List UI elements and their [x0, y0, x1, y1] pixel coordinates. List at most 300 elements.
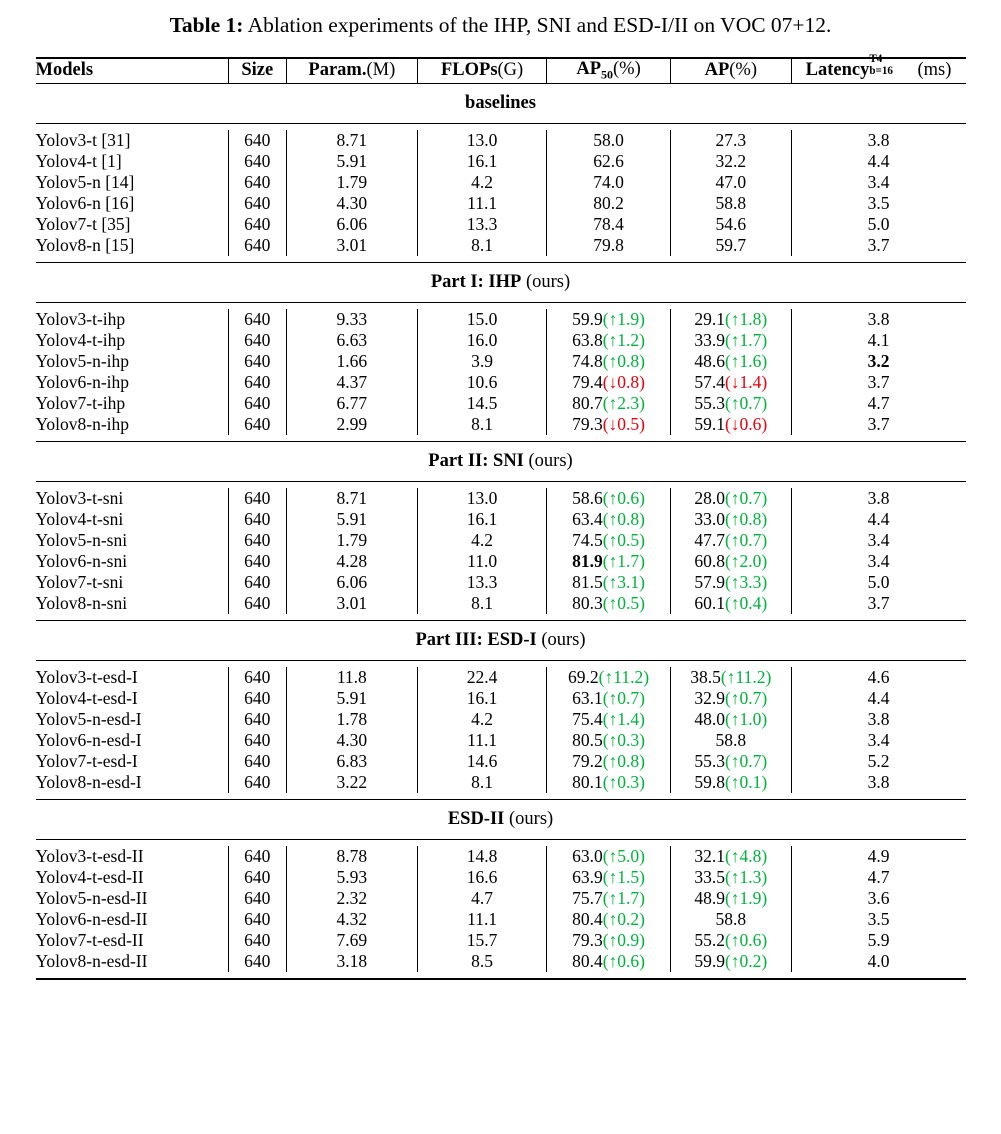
cell-param: 8.78 [286, 846, 418, 867]
cell-model: Yolov4-t [1] [35, 150, 122, 171]
cell-size: 640 [228, 351, 286, 372]
table-row[interactable] [36, 172, 966, 193]
cell-ap50: 63.9(↑1.5) [547, 867, 671, 888]
cell-model: Yolov7-t-sni [35, 571, 124, 592]
ap50-delta: (↑0.5) [602, 592, 645, 613]
cell-ap: 58.8 [670, 730, 791, 751]
cell-param: 3.01 [286, 235, 418, 256]
cell-size: 640 [228, 709, 286, 730]
cell-size: 640 [228, 172, 286, 193]
ap-delta: (↑0.7) [724, 529, 768, 550]
cell-flops: 8.5 [418, 951, 547, 972]
cell-size: 640 [228, 951, 286, 972]
cell-ap: 55.3(↑0.7) [670, 393, 791, 414]
cell-flops: 11.1 [418, 909, 547, 930]
cell-ap: 48.0(↑1.0) [670, 709, 791, 730]
cell-model: Yolov6-n-esd-I [35, 729, 142, 750]
table-row[interactable] [36, 488, 966, 509]
header-row [36, 59, 966, 83]
cell-size: 640 [228, 667, 286, 688]
table-row[interactable] [36, 393, 966, 414]
section-title-suffix: (ours) [523, 450, 573, 471]
table-row[interactable] [36, 214, 966, 235]
cell-ap: 29.1(↑1.8) [670, 309, 791, 330]
table-row[interactable] [36, 593, 966, 614]
section-title [36, 442, 966, 482]
ap-delta: (↑0.7) [724, 687, 768, 708]
cell-model: Yolov3-t-esd-I [35, 666, 138, 687]
cell-latency: 3.4 [791, 172, 965, 193]
ap-delta: (↑4.8) [724, 845, 768, 866]
cell-size: 640 [228, 309, 286, 330]
cell-latency: 3.5 [791, 909, 965, 930]
table-row[interactable] [36, 551, 966, 572]
ap50-delta: (↑0.9) [602, 929, 645, 950]
ap50-delta: (↑0.8) [602, 750, 645, 771]
cell-size: 640 [228, 688, 286, 709]
cell-model: Yolov8-n-esd-II [35, 950, 148, 971]
cell-model: Yolov5-n-ihp [35, 350, 130, 371]
cell-ap50: 74.8(↑0.8) [547, 351, 671, 372]
cell-size: 640 [228, 846, 286, 867]
cell-ap50: 75.7(↑1.7) [547, 888, 671, 909]
ap50-delta: (↓0.5) [602, 413, 645, 434]
cell-latency: 3.4 [791, 530, 965, 551]
cell-latency: 4.7 [791, 393, 965, 414]
cell-param: 3.18 [286, 951, 418, 972]
cell-param: 6.63 [286, 330, 418, 351]
cell-model: Yolov7-t-ihp [35, 392, 126, 413]
cell-latency: 3.8 [791, 488, 965, 509]
ap50-delta: (↑1.5) [602, 866, 645, 887]
header-param: Param.(M) [286, 59, 418, 83]
ap50-delta: (↑11.2) [598, 666, 650, 687]
section-title-row [36, 442, 966, 482]
cell-ap: 60.8(↑2.0) [670, 551, 791, 572]
cell-param: 4.30 [286, 730, 418, 751]
cell-flops: 8.1 [418, 772, 547, 793]
ap50-delta: (↑0.5) [602, 529, 645, 550]
table-row[interactable] [36, 330, 966, 351]
cell-model: Yolov6-n-sni [35, 550, 128, 571]
cell-size: 640 [228, 930, 286, 951]
ap-delta: (↑0.1) [724, 771, 768, 792]
cell-ap50: 80.4(↑0.6) [547, 951, 671, 972]
cell-latency: 3.7 [791, 593, 965, 614]
cell-size: 640 [228, 867, 286, 888]
table-row[interactable] [36, 751, 966, 772]
cell-ap50: 58.6(↑0.6) [547, 488, 671, 509]
table-row[interactable] [36, 414, 966, 435]
table-row[interactable] [36, 688, 966, 709]
cell-flops: 13.3 [418, 214, 547, 235]
cell-param: 6.83 [286, 751, 418, 772]
cell-model: Yolov4-t-esd-I [35, 687, 138, 708]
cell-size: 640 [228, 151, 286, 172]
section-title-strong: Part I: IHP [430, 271, 522, 292]
cell-param: 1.66 [286, 351, 418, 372]
cell-flops: 15.7 [418, 930, 547, 951]
cell-param: 4.37 [286, 372, 418, 393]
table-body [36, 84, 966, 979]
cell-size: 640 [228, 372, 286, 393]
cell-param: 2.32 [286, 888, 418, 909]
cell-param: 6.06 [286, 214, 418, 235]
cell-size: 640 [228, 414, 286, 435]
cell-flops: 16.1 [418, 509, 547, 530]
ap-delta: (↑1.9) [724, 887, 768, 908]
ap50-delta: (↑0.2) [602, 908, 645, 929]
cell-param: 5.91 [286, 151, 418, 172]
cell-flops: 14.6 [418, 751, 547, 772]
table-row[interactable] [36, 351, 966, 372]
cell-ap50: 80.2 [547, 193, 671, 214]
cell-ap: 32.9(↑0.7) [670, 688, 791, 709]
section-title-suffix: (ours) [536, 629, 586, 650]
table-row[interactable] [36, 709, 966, 730]
cell-param: 4.30 [286, 193, 418, 214]
cell-ap: 27.3 [670, 130, 791, 151]
ap-delta: (↑2.0) [724, 550, 768, 571]
cell-size: 640 [228, 193, 286, 214]
cell-model: Yolov5-n-sni [35, 529, 128, 550]
ap50-delta: (↑0.7) [602, 687, 645, 708]
table-row[interactable] [36, 193, 966, 214]
cell-latency: 3.4 [791, 730, 965, 751]
cell-latency: 3.7 [791, 414, 965, 435]
cell-size: 640 [228, 330, 286, 351]
cell-param: 6.06 [286, 572, 418, 593]
cell-flops: 11.1 [418, 193, 547, 214]
ap50-delta: (↑0.6) [602, 950, 645, 971]
ap50-delta: (↑0.3) [602, 729, 645, 750]
cell-ap50: 80.5(↑0.3) [547, 730, 671, 751]
cell-ap50: 79.2(↑0.8) [547, 751, 671, 772]
ap-delta: (↑0.7) [724, 392, 768, 413]
section-title-strong: baselines [465, 92, 536, 113]
ap50-delta: (↑0.6) [602, 487, 645, 508]
cell-param: 7.69 [286, 930, 418, 951]
cell-ap: 32.2 [670, 151, 791, 172]
cell-ap: 48.6(↑1.6) [670, 351, 791, 372]
cell-param: 6.77 [286, 393, 418, 414]
ap-delta: (↑0.2) [724, 950, 768, 971]
caption-text: Ablation experiments of the IHP, SNI and ESD-I/II on VOC 07+12. [247, 13, 832, 37]
table-caption [18, 12, 983, 39]
ap50-delta: (↑0.8) [602, 508, 645, 529]
cell-flops: 8.1 [418, 593, 547, 614]
ap50-delta: (↑5.0) [602, 845, 645, 866]
header-ap50: $AP_{50}(\%)$ [547, 59, 671, 83]
table-row[interactable] [36, 151, 966, 172]
header-latency: Latency T4 b=16 (ms) [791, 59, 965, 83]
cell-latency: 4.9 [791, 846, 965, 867]
section-title-row [36, 84, 966, 124]
cell-ap: 57.4(↓1.4) [670, 372, 791, 393]
table-row[interactable] [36, 309, 966, 330]
ap-delta: (↓0.6) [724, 413, 768, 434]
cell-size: 640 [228, 130, 286, 151]
cell-ap50: 79.3(↑0.9) [547, 930, 671, 951]
cell-size: 640 [228, 488, 286, 509]
cell-latency: 5.9 [791, 930, 965, 951]
cell-flops: 4.7 [418, 888, 547, 909]
cell-param: 2.99 [286, 414, 418, 435]
cell-ap50: 63.1(↑0.7) [547, 688, 671, 709]
cell-ap50: 63.4(↑0.8) [547, 509, 671, 530]
cell-ap: 55.3(↑0.7) [670, 751, 791, 772]
cell-model: Yolov7-t-esd-I [35, 750, 138, 771]
ap50-delta: (↑1.7) [602, 887, 645, 908]
table-row[interactable] [36, 530, 966, 551]
cell-ap: 48.9(↑1.9) [670, 888, 791, 909]
cell-ap50: 80.3(↑0.5) [547, 593, 671, 614]
cell-latency: 3.5 [791, 193, 965, 214]
cell-ap50: 69.2(↑11.2) [547, 667, 671, 688]
cell-ap: 58.8 [670, 193, 791, 214]
cell-latency: 3.8 [791, 709, 965, 730]
cell-flops: 4.2 [418, 172, 547, 193]
ap50-delta: (↑0.8) [602, 350, 645, 371]
cell-latency: 5.0 [791, 214, 965, 235]
cell-ap50: 79.3(↓0.5) [547, 414, 671, 435]
cell-param: 1.78 [286, 709, 418, 730]
cell-latency: 3.8 [791, 772, 965, 793]
cell-ap: 47.7(↑0.7) [670, 530, 791, 551]
cell-latency: 4.4 [791, 509, 965, 530]
table-row[interactable] [36, 235, 966, 256]
cell-latency: 3.8 [791, 309, 965, 330]
cell-size: 640 [228, 235, 286, 256]
cell-flops: 10.6 [418, 372, 547, 393]
cell-flops: 11.0 [418, 551, 547, 572]
caption-label: Table 1: [169, 13, 244, 37]
cell-model: Yolov6-n-ihp [35, 371, 130, 392]
cell-ap: 33.0(↑0.8) [670, 509, 791, 530]
ap50-delta: (↓0.8) [602, 371, 645, 392]
table-row[interactable] [36, 930, 966, 951]
cell-flops: 16.1 [418, 688, 547, 709]
cell-model: Yolov5-n-esd-I [35, 708, 142, 729]
table-row[interactable] [36, 846, 966, 867]
cell-flops: 14.8 [418, 846, 547, 867]
cell-ap: 32.1(↑4.8) [670, 846, 791, 867]
header-ap: AP(%) [670, 59, 791, 83]
cell-param: 3.01 [286, 593, 418, 614]
header-flops: FLOPs(G) [418, 59, 547, 83]
spacer-row [36, 972, 966, 979]
ap-delta: (↓1.4) [724, 371, 768, 392]
ap50-delta: (↑2.3) [602, 392, 645, 413]
cell-flops: 16.6 [418, 867, 547, 888]
cell-flops: 13.3 [418, 572, 547, 593]
bottom-rule [36, 979, 966, 980]
cell-latency: 5.2 [791, 751, 965, 772]
ap-delta: (↑11.2) [720, 666, 772, 687]
cell-ap: 38.5(↑11.2) [670, 667, 791, 688]
cell-ap50: 63.8(↑1.2) [547, 330, 671, 351]
cell-model: Yolov3-t-esd-II [35, 845, 144, 866]
ap-delta: (↑0.6) [724, 929, 768, 950]
cell-ap: 59.1(↓0.6) [670, 414, 791, 435]
ablation-table [35, 53, 966, 980]
table-row[interactable] [36, 951, 966, 972]
cell-param: 8.71 [286, 130, 418, 151]
cell-param: 4.32 [286, 909, 418, 930]
cell-flops: 8.1 [418, 235, 547, 256]
table-row[interactable] [36, 572, 966, 593]
cell-model: Yolov7-t [35] [35, 213, 131, 234]
cell-size: 640 [228, 909, 286, 930]
section-title-strong: ESD-II [447, 808, 505, 829]
cell-model: Yolov5-n-esd-II [35, 887, 148, 908]
paper-table-page [0, 12, 1001, 1134]
cell-ap50: 58.0 [547, 130, 671, 151]
cell-model: Yolov8-n-sni [35, 592, 128, 613]
section-title-row [36, 263, 966, 303]
table-row[interactable] [36, 772, 966, 793]
cell-flops: 4.2 [418, 709, 547, 730]
cell-ap: 33.5(↑1.3) [670, 867, 791, 888]
header-size: Size [228, 59, 286, 83]
table-header [35, 53, 966, 84]
cell-size: 640 [228, 751, 286, 772]
ap-delta: (↑3.3) [724, 571, 768, 592]
cell-ap50: 75.4(↑1.4) [547, 709, 671, 730]
cell-latency: 3.6 [791, 888, 965, 909]
cell-model: Yolov8-n [15] [35, 234, 135, 255]
cell-ap50: 81.9(↑1.7) [547, 551, 671, 572]
cell-size: 640 [228, 551, 286, 572]
cell-size: 640 [228, 730, 286, 751]
cell-model: Yolov5-n [14] [35, 171, 135, 192]
cell-flops: 14.5 [418, 393, 547, 414]
cell-size: 640 [228, 888, 286, 909]
cell-param: 1.79 [286, 530, 418, 551]
table-row[interactable] [36, 372, 966, 393]
cell-ap: 60.1(↑0.4) [670, 593, 791, 614]
cell-model: Yolov3-t [31] [35, 129, 131, 150]
cell-ap50: 59.9(↑1.9) [547, 309, 671, 330]
cell-ap: 59.7 [670, 235, 791, 256]
cell-flops: 22.4 [418, 667, 547, 688]
cell-model: Yolov4-t-ihp [35, 329, 126, 350]
cell-latency: 3.7 [791, 372, 965, 393]
cell-latency: 4.7 [791, 867, 965, 888]
section-title-row [36, 621, 966, 661]
table-row[interactable] [36, 667, 966, 688]
cell-ap50: 79.4(↓0.8) [547, 372, 671, 393]
cell-ap50: 74.0 [547, 172, 671, 193]
cell-param: 5.91 [286, 509, 418, 530]
cell-model: Yolov6-n [16] [35, 192, 135, 213]
cell-ap50: 79.8 [547, 235, 671, 256]
cell-size: 640 [228, 214, 286, 235]
ap-delta: (↑1.6) [724, 350, 768, 371]
table-row[interactable] [36, 509, 966, 530]
ap50-delta: (↑1.7) [602, 550, 645, 571]
table-footer [36, 979, 966, 980]
cell-param: 3.22 [286, 772, 418, 793]
ap50-delta: (↑0.3) [602, 771, 645, 792]
cell-param: 5.91 [286, 688, 418, 709]
cell-flops: 16.0 [418, 330, 547, 351]
cell-flops: 4.2 [418, 530, 547, 551]
section-title-strong: Part III: ESD-I [415, 629, 537, 650]
cell-latency: 4.4 [791, 688, 965, 709]
section-title [36, 621, 966, 661]
cell-latency: 3.2 [791, 351, 965, 372]
cell-size: 640 [228, 593, 286, 614]
cell-flops: 16.1 [418, 151, 547, 172]
table-row[interactable] [36, 909, 966, 930]
cell-ap50: 62.6 [547, 151, 671, 172]
cell-flops: 13.0 [418, 130, 547, 151]
cell-latency: 3.8 [791, 130, 965, 151]
cell-ap50: 74.5(↑0.5) [547, 530, 671, 551]
cell-size: 640 [228, 509, 286, 530]
table-row[interactable] [36, 888, 966, 909]
table-row[interactable] [36, 730, 966, 751]
section-title [36, 800, 966, 840]
cell-ap: 33.9(↑1.7) [670, 330, 791, 351]
cell-flops: 11.1 [418, 730, 547, 751]
cell-ap: 55.2(↑0.6) [670, 930, 791, 951]
table-row[interactable] [36, 867, 966, 888]
cell-latency: 3.4 [791, 551, 965, 572]
cell-flops: 13.0 [418, 488, 547, 509]
ap-delta: (↑1.7) [724, 329, 768, 350]
cell-size: 640 [228, 572, 286, 593]
cell-latency: 4.4 [791, 151, 965, 172]
cell-flops: 8.1 [418, 414, 547, 435]
ap-delta: (↑1.0) [724, 708, 768, 729]
header-models: Models [35, 60, 94, 81]
cell-latency: 4.6 [791, 667, 965, 688]
section-title-suffix: (ours) [521, 271, 571, 292]
cell-model: Yolov8-n-ihp [35, 413, 130, 434]
ap50-delta: (↑1.4) [602, 708, 645, 729]
cell-model: Yolov4-t-esd-II [35, 866, 144, 887]
cell-model: Yolov3-t-ihp [35, 308, 126, 329]
cell-ap50: 78.4 [547, 214, 671, 235]
section-title [36, 84, 966, 124]
cell-ap: 59.9(↑0.2) [670, 951, 791, 972]
cell-ap50: 80.1(↑0.3) [547, 772, 671, 793]
cell-ap50: 81.5(↑3.1) [547, 572, 671, 593]
ap50-delta: (↑1.2) [602, 329, 645, 350]
cell-model: Yolov8-n-esd-I [35, 771, 142, 792]
ap-delta: (↑0.4) [724, 592, 768, 613]
ap50-delta: (↑3.1) [602, 571, 645, 592]
cell-model: Yolov6-n-esd-II [35, 908, 148, 929]
ap-delta: (↑1.8) [724, 308, 768, 329]
cell-ap50: 80.4(↑0.2) [547, 909, 671, 930]
cell-model: Yolov3-t-sni [35, 487, 124, 508]
cell-size: 640 [228, 393, 286, 414]
table-row[interactable] [36, 130, 966, 151]
cell-flops: 15.0 [418, 309, 547, 330]
cell-ap50: 80.7(↑2.3) [547, 393, 671, 414]
section-title-strong: Part II: SNI [428, 450, 524, 471]
section-title [36, 263, 966, 303]
ap-delta: (↑0.8) [724, 508, 768, 529]
section-title-row [36, 800, 966, 840]
cell-param: 9.33 [286, 309, 418, 330]
cell-size: 640 [228, 530, 286, 551]
cell-ap: 47.0 [670, 172, 791, 193]
cell-latency: 3.7 [791, 235, 965, 256]
